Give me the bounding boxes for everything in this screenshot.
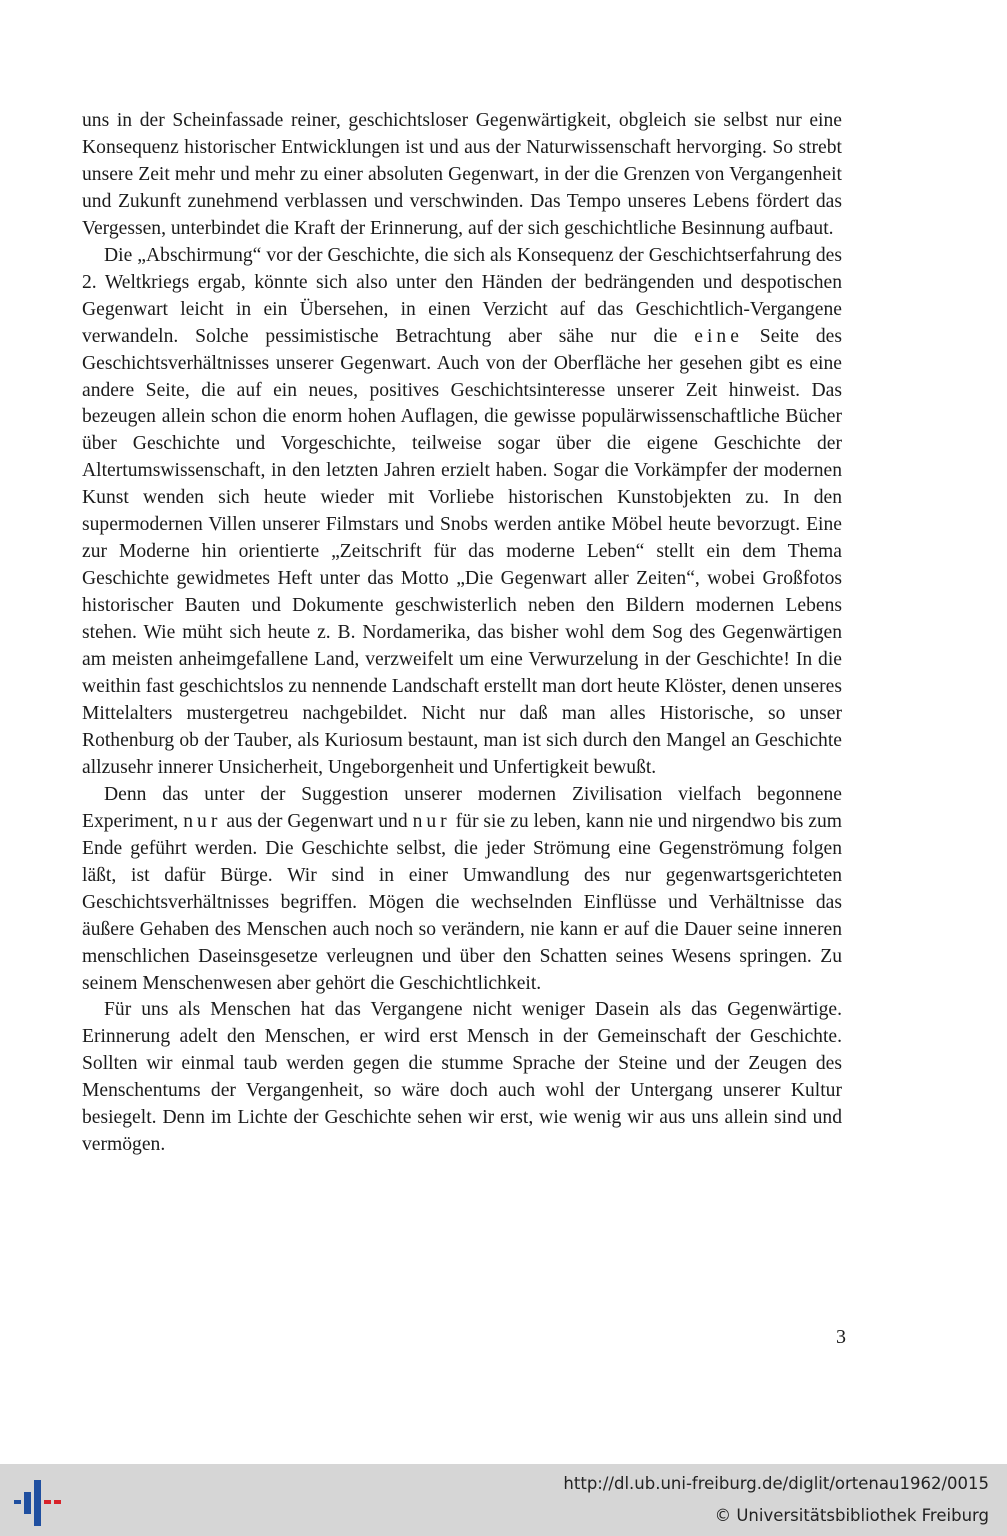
body-text <box>82 108 842 1159</box>
paragraph-4: Für uns als Menschen hat das Vergangene nicht weniger Dasein als das Gegenwärtige. Erinnerung adelt den Menschen, er wird erst Mensch in der Gemeinschaft der Geschichte. Sollten wir einmal taub werden gegen die stumme Sprache der Steine und der Zeugen des Menschentums der Vergangenheit, so wäre doch auch wohl der Untergang unserer Kultur besiegelt. Denn im Lichte der Geschichte sehen wir erst, wie wenig wir aus uns allein sind und vermögen. <box>82 999 842 1156</box>
emphasis-spaced: nur <box>412 810 451 832</box>
permalink-url[interactable]: http://dl.ub.uni-freiburg.de/diglit/ortenau1962/0015 <box>563 1474 989 1493</box>
paragraph-2: Die „Abschirmung“ vor der Geschichte, die sich als Konsequenz der Geschichtserfahrung des 2. Weltkriegs ergab, könnte sich also unter den Händen der bedrängenden und despotischen Gegenwart leicht in ein Übersehen, in einen Verzicht auf das Geschichtlich-Vergangene verwandeln. Solche pessimistische Betrachtung aber sähe nur die eine Seite des Geschichtsverhältnisses unserer Gegenwart. Auch von der Oberfläche her gesehen gibt es eine andere Seite, die auf ein neues, positives Geschichtsinteresse unserer Zeit hinweist. Das bezeugen allein schon die enorm hohen Auflagen, die gewisse populärwissenschaftliche Bücher über Geschichte und Vorgeschichte, teilweise sogar über die eigene Geschichte der Altertumswissenschaft, in den letzten Jahren erzielt haben. Sogar die Vorkämpfer der modernen Kunst wenden sich heute wieder mit Vorliebe historischen Kunstobjekten zu. In den supermodernen Villen unserer Filmstars und Snobs werden antike Möbel heute bevorzugt. Eine zur Moderne hin orientierte „Zeitschrift für das moderne Leben“ stellt ein dem Thema Geschichte gewidmetes Heft unter das Motto „Die Gegenwart aller Zeiten“, wobei Großfotos historischer Bauten und Dokumente geschwisterlich neben den Bildern modernen Lebens stehen. Wie müht sich heute z. B. Nordamerika, das bisher wohl dem Sog des Gegenwärtigen am meisten anheimgefallene Land, verzweifelt um eine Verwurzelung in der Geschichte! In die weithin fast geschichtslos zu nennende Landschaft erstellt man dort heute Klöster, denen unseres Mittelalters mustergetreu nachgebildet. Nicht nur daß man alles Historische, so unser Rothenburg ob der Tauber, als Kuriosum bestaunt, man ist sich durch den Mangel an Geschichte allzusehr innerer Unsicherheit, Ungeborgenheit und Unfertigkeit bewußt. <box>82 244 842 778</box>
emphasis-spaced: nur <box>183 810 222 832</box>
page-number: 3 <box>836 1326 846 1348</box>
copyright-notice: © Universitätsbibliothek Freiburg <box>714 1506 989 1525</box>
viewer-footer <box>0 1464 1007 1536</box>
paragraph-1: uns in der Scheinfassade reiner, geschichtsloser Gegenwärtigkeit, obgleich sie selbst nur eine Konsequenz historischer Entwicklungen ist und aus der Naturwissenschaft hervorging. So strebt unsere Zeit mehr und mehr zu einer absoluten Gegenwart, in der die Grenzen von Vergangenheit und Zukunft zunehmend verblassen und verschwinden. Das Tempo unseres Lebens fördert das Vergessen, unterbindet die Kraft der Erinnerung, auf der sich geschichtliche Besinnung aufbaut. <box>82 110 842 239</box>
paragraph-3: Denn das unter der Suggestion unserer modernen Zivilisation vielfach begonnene Experiment, nur aus der Gegenwart und nur für sie zu leben, kann nie und nirgendwo bis zum Ende geführt werden. Die Geschichte selbst, die jeder Strömung eine Gegenströmung folgen läßt, ist dafür Bürge. Wir sind in einer Umwandlung des nur gegenwartsgerichteten Geschichtsverhältnisses begriffen. Mögen die wechselnden Einflüsse und Verhältnisse das äußere Gehaben des Menschen auch noch so verändern, nie kann er auf die Dauer seine inneren menschlichen Daseinsgesetze verleugnen und über den Schatten seines Wesens springen. Zu seinem Menschenwesen aber gehört die Geschichtlichkeit. <box>82 783 842 994</box>
emphasis-spaced: eine <box>694 325 743 347</box>
ub-freiburg-logo-icon <box>12 1478 64 1528</box>
